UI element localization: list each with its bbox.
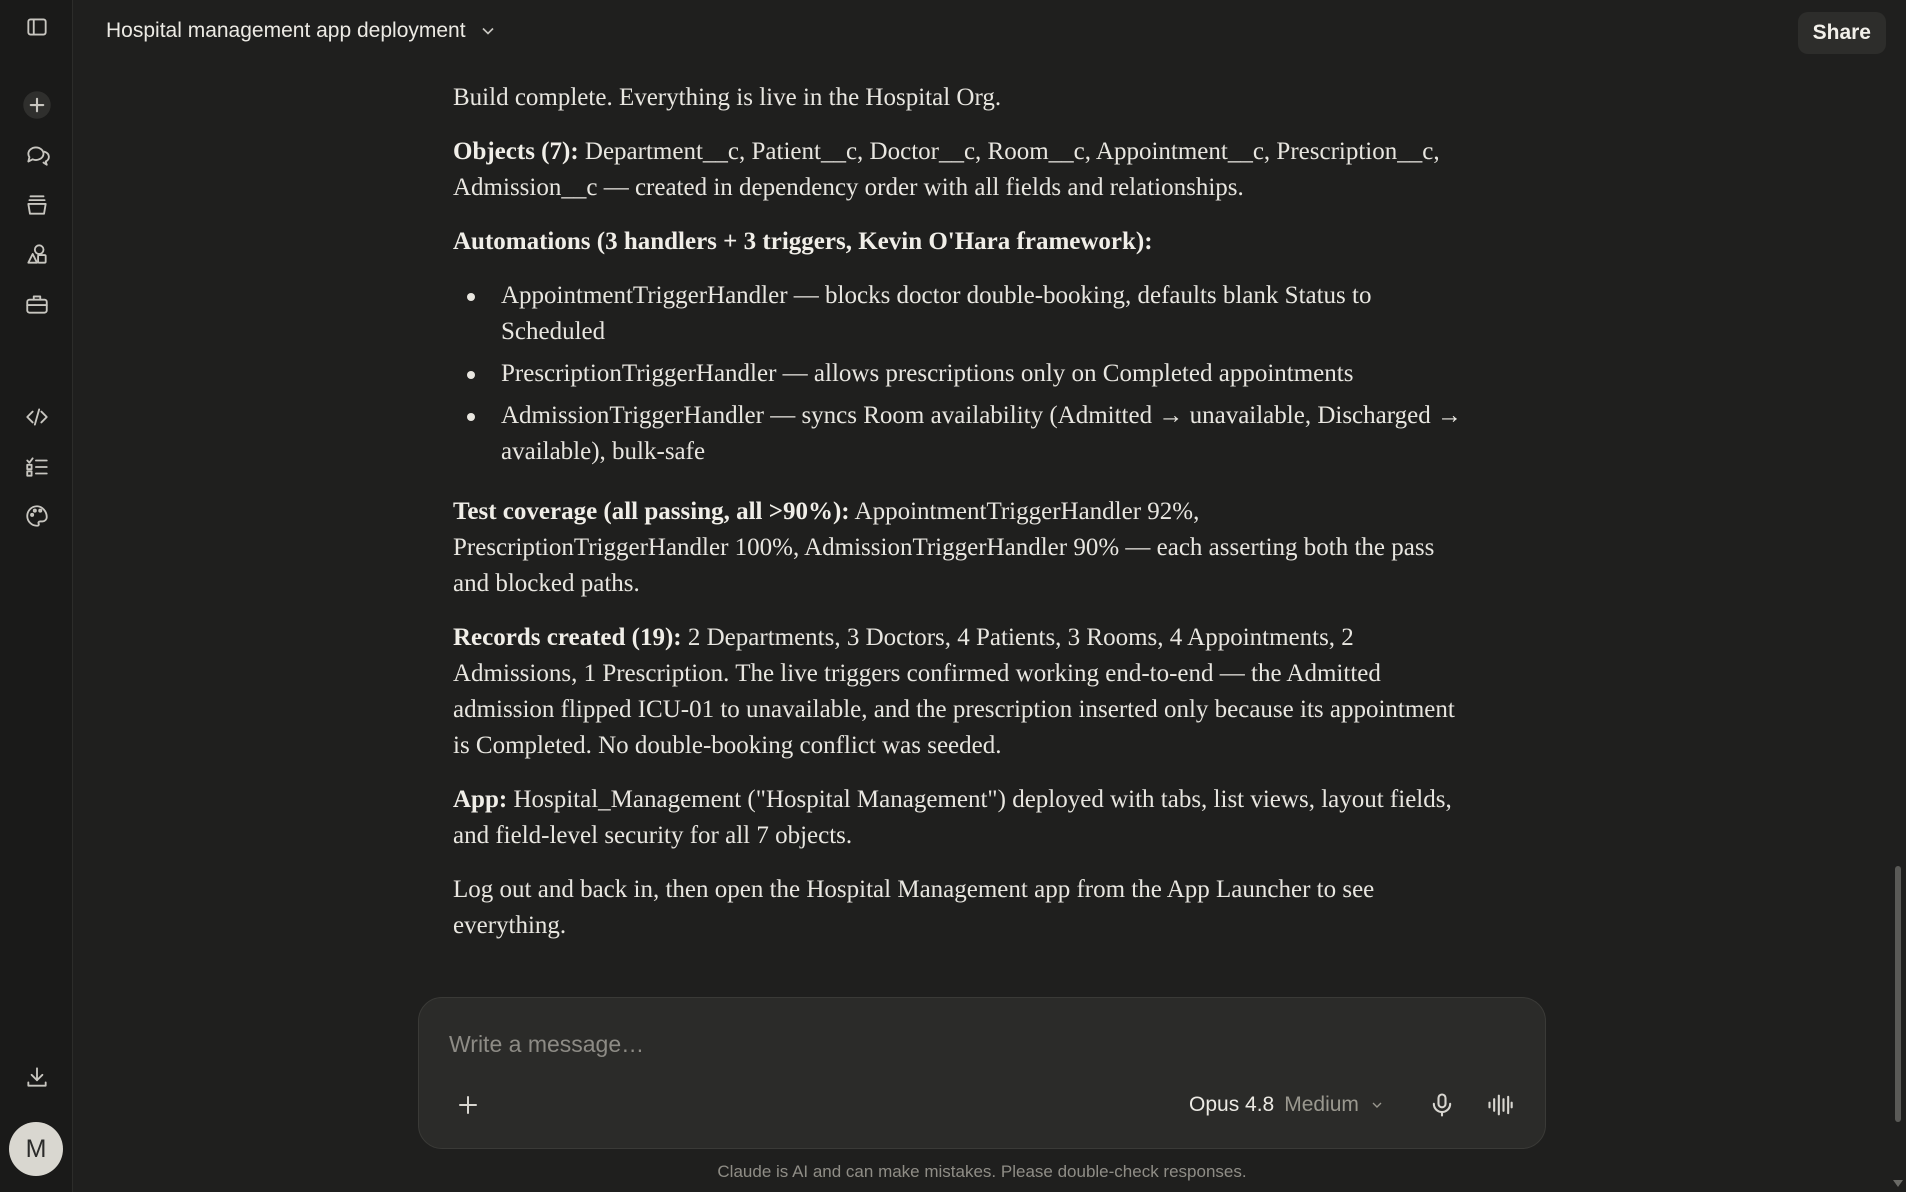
disclaimer: Claude is AI and can make mistakes. Please double-check responses. bbox=[717, 1162, 1247, 1181]
artifacts-icon[interactable] bbox=[18, 235, 56, 273]
microphone-button[interactable] bbox=[1425, 1088, 1459, 1122]
download-icon[interactable] bbox=[18, 1058, 56, 1096]
objects-label: Objects (7): bbox=[453, 138, 579, 165]
app-label: App: bbox=[453, 786, 508, 813]
toolbox-icon[interactable] bbox=[18, 285, 56, 323]
chevron-down-icon bbox=[478, 21, 498, 41]
objects-text: Department__c, Patient__c, Doctor__c, Room__c, Appointment__c, Prescription__c, Admission__c — created in dependency order with all fields and relationships. bbox=[453, 138, 1440, 201]
automations-label: Automations (3 handlers + 3 triggers, Kevin O'Hara framework): bbox=[453, 228, 1153, 255]
list-item: AppointmentTriggerHandler — blocks doctor double-booking, defaults blank Status to Scheduled bbox=[453, 278, 1471, 350]
code-icon[interactable] bbox=[18, 398, 56, 436]
closing-paragraph: Log out and back in, then open the Hospital Management app from the App Launcher to see everything. bbox=[453, 876, 1375, 939]
coverage-text: AppointmentTriggerHandler 92%, PrescriptionTriggerHandler 100%, AdmissionTriggerHandler 90% — each asserting both the pass and blocked paths. bbox=[453, 498, 1435, 597]
message-composer bbox=[418, 997, 1546, 1149]
app-text: Hospital_Management ("Hospital Management") deployed with tabs, list views, layout fields, and field-level security for all 7 objects. bbox=[453, 786, 1452, 849]
chevron-down-icon bbox=[1369, 1097, 1385, 1113]
scroll-down-arrow[interactable] bbox=[1893, 1180, 1903, 1187]
assistant-message bbox=[453, 80, 1471, 962]
coverage-paragraph bbox=[453, 494, 1471, 602]
share-button[interactable]: Share bbox=[1798, 12, 1886, 54]
objects-paragraph bbox=[453, 134, 1471, 206]
app-paragraph bbox=[453, 782, 1471, 854]
plus-icon bbox=[456, 1093, 480, 1117]
palette-icon[interactable] bbox=[18, 497, 56, 535]
voice-mode-button[interactable] bbox=[1483, 1088, 1517, 1122]
tasks-icon[interactable] bbox=[18, 448, 56, 486]
waveform-icon bbox=[1486, 1091, 1514, 1119]
scrollbar[interactable] bbox=[1895, 866, 1901, 1122]
projects-icon[interactable] bbox=[18, 186, 56, 224]
records-paragraph bbox=[453, 620, 1471, 764]
intro-paragraph: Build complete. Everything is live in the Hospital Org. bbox=[453, 84, 1002, 111]
model-selector[interactable] bbox=[1189, 1090, 1385, 1120]
records-label: Records created (19): bbox=[453, 624, 682, 651]
list-item: PrescriptionTriggerHandler — allows prescriptions only on Completed appointments bbox=[453, 356, 1471, 392]
add-attachment-button[interactable] bbox=[453, 1090, 483, 1120]
chats-icon[interactable] bbox=[18, 136, 56, 174]
avatar[interactable]: M bbox=[9, 1122, 63, 1176]
list-item: AdmissionTriggerHandler — syncs Room availability (Admitted → unavailable, Discharged → available), bulk-safe bbox=[453, 398, 1471, 470]
page-title: Hospital management app deployment bbox=[106, 19, 466, 42]
model-effort: Medium bbox=[1284, 1093, 1359, 1116]
sidebar bbox=[0, 0, 73, 1192]
conversation-title[interactable] bbox=[106, 19, 498, 43]
microphone-icon bbox=[1428, 1091, 1456, 1119]
coverage-label: Test coverage (all passing, all >90%): bbox=[453, 498, 850, 525]
message-input[interactable] bbox=[449, 1026, 1509, 1062]
automations-list bbox=[453, 278, 1471, 470]
header bbox=[73, 0, 1906, 68]
automations-heading bbox=[453, 224, 1471, 260]
sidebar-toggle-icon[interactable] bbox=[18, 8, 56, 46]
new-chat-icon[interactable] bbox=[18, 86, 56, 124]
records-text: 2 Departments, 3 Doctors, 4 Patients, 3 Rooms, 4 Appointments, 2 Admissions, 1 Prescription. The live triggers confirmed working end-to-end — the Admitted admission flipped ICU-01 to unavailable, and the prescription inserted only because its appointment is Completed. No double-booking conflict was seeded. bbox=[453, 624, 1455, 759]
model-name: Opus 4.8 bbox=[1189, 1093, 1275, 1116]
